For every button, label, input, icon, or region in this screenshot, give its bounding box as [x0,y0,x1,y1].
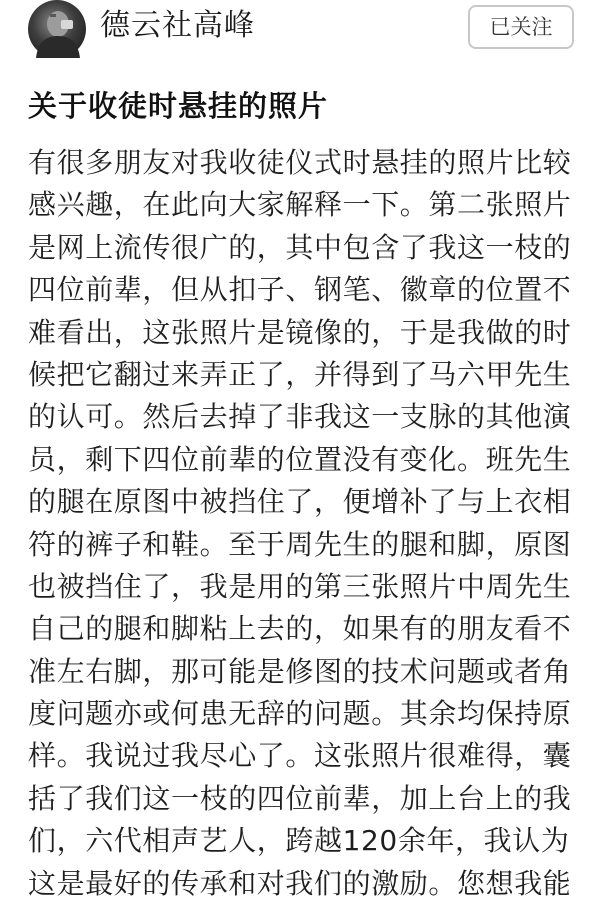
article-line: 四位前辈，但从扣子、钢笔、徽章的位置不 [28,273,572,307]
article-line: 这是最好的传承和对我们的激励。您想我能 [28,866,572,900]
article-body [28,142,588,905]
article-line: 员，剩下四位前辈的位置没有变化。班先生 [28,442,572,476]
avatar-portrait-icon [28,0,86,58]
article-line: 符的裤子和鞋。至于周先生的腿和脚，原图 [28,527,572,561]
article-line: 的认可。然后去掉了非我这一支脉的其他演 [28,400,572,434]
article-line: 感兴趣，在此向大家解释一下。第二张照片 [28,188,572,222]
article-title: 关于收徒时悬挂的照片 [28,89,329,123]
article-line: 也被挡住了，我是用的第三张照片中周先生 [28,569,572,603]
article-line: 准左右脚，那可能是修图的技术问题或者角 [28,654,572,688]
article-line: 们，六代相声艺人，跨越120余年，我认为 [28,824,570,858]
article-line: 的腿在原图中被挡住了，便增补了与上衣相 [28,485,572,519]
author-header [0,0,600,62]
article-line: 是网上流传很广的，其中包含了我这一枝的 [28,230,572,264]
follow-button[interactable]: 已关注 [468,5,574,49]
article-line: 度问题亦或何患无辞的问题。其余均保持原 [28,697,572,731]
article-line: 候把它翻过来弄正了，并得到了马六甲先生 [28,357,572,391]
article-line: 括了我们这一枝的四位前辈，加上台上的我 [28,781,572,815]
article-line: 自己的腿和脚粘上去的，如果有的朋友看不 [28,612,572,646]
article-line: 样。我说过我尽心了。这张照片很难得，囊 [28,739,572,773]
avatar[interactable] [28,0,86,58]
author-name[interactable]: 德云社高峰 [100,8,255,43]
article-line: 难看出，这张照片是镜像的，于是我做的时 [28,315,572,349]
article-line: 有很多朋友对我收徒仪式时悬挂的照片比较 [28,146,572,179]
